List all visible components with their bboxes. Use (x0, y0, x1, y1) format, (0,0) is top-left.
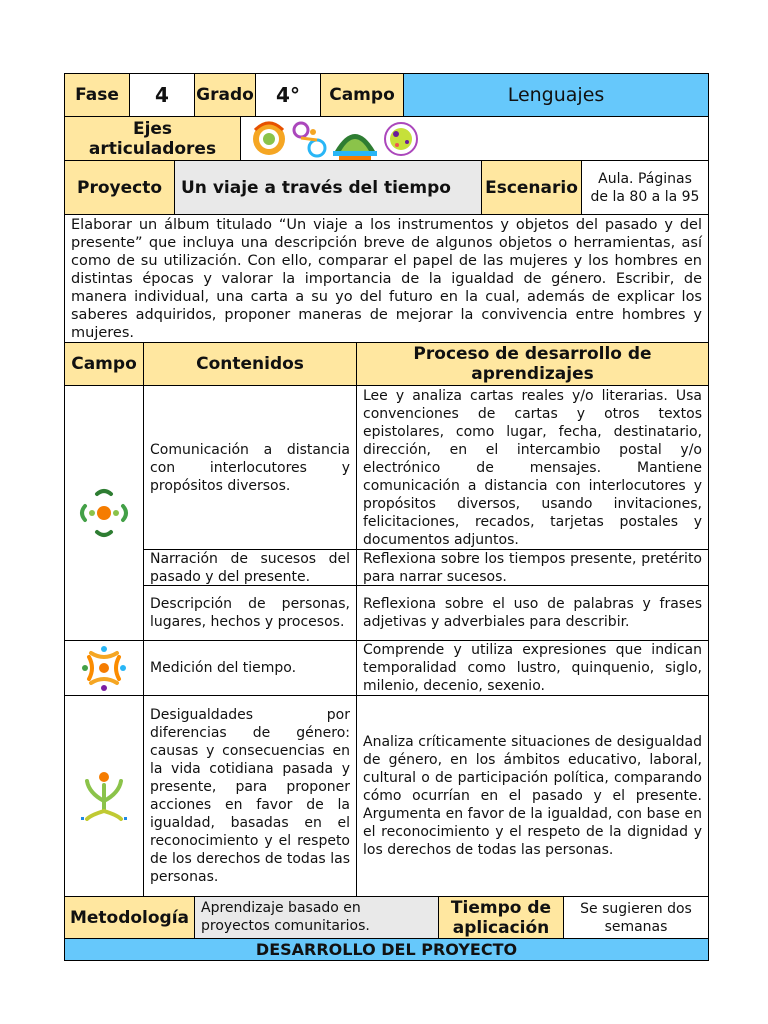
ejes-icons-cell (240, 116, 709, 161)
desarrollo-header: DESARROLLO DEL PROYECTO (64, 938, 709, 961)
ejes-icons (241, 117, 421, 160)
campo-cell-lenguajes (64, 385, 144, 641)
table-row-2-proceso: Reflexiona sobre los tiempos presente, pretérito para narrar sucesos. (356, 549, 709, 586)
table-row-2-contenido: Narración de sucesos del pasado y del presente. (143, 549, 357, 586)
ejes-icon-3 (333, 134, 377, 160)
escenario-label: Escenario (481, 160, 582, 215)
fase-value: 4 (129, 73, 195, 117)
table-row-4-proceso: Comprende y utiliza expresiones que indican temporalidad como lustro, quinquenio, siglo, milenio, decenio, sexenio. (356, 640, 709, 696)
ejes-icon-1 (253, 123, 285, 155)
table-row-4-contenido: Medición del tiempo. (143, 640, 357, 696)
proyecto-label: Proyecto (64, 160, 175, 215)
table-header-proceso: Proceso de desarrollo de aprendizajes (356, 342, 709, 386)
tiempo-label: Tiempo de aplicación (438, 896, 564, 939)
grado-value: 4° (255, 73, 321, 117)
metodologia-value: Aprendizaje basado en proyectos comunitarios. (194, 896, 439, 939)
table-header-campo: Campo (64, 342, 144, 386)
campo-cell-saberes (64, 640, 144, 696)
ejes-icon-4 (385, 123, 417, 155)
tiempo-value: Se sugieren dos semanas (563, 896, 709, 939)
ejes-label: Ejes articuladores (64, 116, 241, 161)
campo-cell-etica (64, 695, 144, 897)
campo-value: Lenguajes (403, 73, 709, 117)
escenario-value: Aula. Páginas de la 80 a la 95 (581, 160, 709, 215)
table-row-5-proceso: Analiza críticamente situaciones de desigualdad de género, en los ámbitos educativo, laboral, cultural o de participación política, comparando cómo ocurrían en el pasado y el presente. Argumenta en favor de la igualdad, con base en el reconocimiento y el respeto de la dignidad y los derechos de todas las personas. (356, 695, 709, 897)
table-row-5-contenido: Desigualdades por diferencias de género: causas y consecuencias en la vida cotidiana pasada y presente, para proponer acciones en favor de la igualdad, basadas en el reconocimiento y el respeto de los derechos de todas las personas. (143, 695, 357, 897)
metodologia-label: Metodología (64, 896, 195, 939)
table-row-1-proceso: Lee y analiza cartas reales y/o literarias. Usa convenciones de cartas y otros textos epistolares, como lugar, fecha, destinatario, dirección, en el intercambio postal y/o electrónico de mensajes. Mantiene comunicación a distancia con interlocutores y propósitos diversos, usando invitaciones, felicitaciones, recados, tarjetas postales y documentos adjuntos. (356, 385, 709, 550)
table-row-3-proceso: Reflexiona sobre el uso de palabras y frases adjetivas y adverbiales para describir. (356, 585, 709, 641)
fase-label: Fase (64, 73, 130, 117)
table-row-3-contenido: Descripción de personas, lugares, hechos y procesos. (143, 585, 357, 641)
campo-label: Campo (320, 73, 404, 117)
grado-label: Grado (194, 73, 256, 117)
etica-icon (81, 771, 127, 821)
table-header-contenidos: Contenidos (143, 342, 357, 386)
project-description: Elaborar un álbum titulado “Un viaje a los instrumentos y objetos del pasado y del presente” que incluya una descripción breve de algunos objetos o herramientas, así como de su utilización. Con ello, comparar el papel de las mujeres y los hombres en distintas épocas y valorar la importancia de la igualdad de género. Escribir, de manera individual, una carta a su yo del futuro en la cual, además de explicar los saberes adquiridos, proponer maneras de mejorar la convivencia entre hombres y mujeres. (64, 214, 709, 343)
proyecto-title: Un viaje a través del tiempo (174, 160, 482, 215)
saberes-icon (81, 645, 127, 691)
table-row-1-contenido: Comunicación a distancia con interlocutores y propósitos diversos. (143, 385, 357, 550)
lenguajes-icon (79, 488, 129, 538)
ejes-icon-2 (294, 123, 325, 156)
